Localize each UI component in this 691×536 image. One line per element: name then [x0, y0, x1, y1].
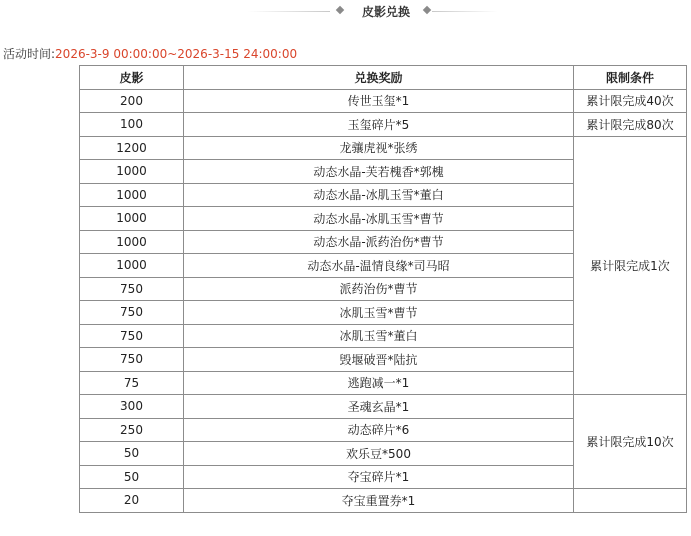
- cost-cell: 75: [80, 371, 184, 395]
- table-row: [80, 113, 687, 137]
- activity-time-value: 2026-3-9 00:00:00~2026-3-15 24:00:00: [55, 47, 298, 61]
- table-row: [80, 489, 687, 513]
- cost-cell: 750: [80, 324, 184, 348]
- reward-cell: 动态水晶-冰肌玉雪*曹节: [184, 207, 574, 231]
- header-cost: 皮影: [80, 66, 184, 90]
- reward-cell: 圣魂玄晶*1: [184, 395, 574, 419]
- header-divider-left: [248, 11, 330, 12]
- limit-cell: 累计限完成10次: [574, 395, 687, 489]
- exchange-table: [79, 65, 687, 513]
- cost-cell: 1000: [80, 207, 184, 231]
- reward-cell: 传世玉玺*1: [184, 89, 574, 113]
- cost-cell: 1200: [80, 136, 184, 160]
- reward-cell: 动态水晶-冰肌玉雪*董白: [184, 183, 574, 207]
- reward-cell: 动态水晶-芙若槐香*郭槐: [184, 160, 574, 184]
- cost-cell: 20: [80, 489, 184, 513]
- diamond-left-icon: [336, 6, 344, 14]
- reward-cell: 欢乐豆*500: [184, 442, 574, 466]
- section-title: 皮影兑换: [361, 5, 410, 19]
- reward-cell: 动态水晶-温情良缘*司马昭: [184, 254, 574, 278]
- cost-cell: 300: [80, 395, 184, 419]
- cost-cell: 1000: [80, 183, 184, 207]
- table-row: [80, 136, 687, 160]
- cost-cell: 100: [80, 113, 184, 137]
- table-body: [80, 89, 687, 512]
- cost-cell: 50: [80, 442, 184, 466]
- cost-cell: 1000: [80, 254, 184, 278]
- activity-time-label: 活动时间:: [3, 47, 56, 61]
- reward-cell: 冰肌玉雪*董白: [184, 324, 574, 348]
- reward-cell: 逃跑减一*1: [184, 371, 574, 395]
- cost-cell: 750: [80, 277, 184, 301]
- table-row: [80, 89, 687, 113]
- reward-cell: 毁堰破晋*陆抗: [184, 348, 574, 372]
- reward-cell: 派药治伤*曹节: [184, 277, 574, 301]
- cost-cell: 1000: [80, 160, 184, 184]
- limit-cell: [574, 489, 687, 513]
- header-divider-right: [432, 11, 498, 12]
- activity-time: [3, 45, 297, 62]
- cost-cell: 250: [80, 418, 184, 442]
- reward-cell: 冰肌玉雪*曹节: [184, 301, 574, 325]
- header-limit: 限制条件: [574, 66, 687, 90]
- reward-cell: 夺宝碎片*1: [184, 465, 574, 489]
- table-header-row: [80, 66, 687, 90]
- table-row: [80, 395, 687, 419]
- reward-cell: 玉玺碎片*5: [184, 113, 574, 137]
- diamond-right-icon: [423, 6, 431, 14]
- limit-cell: 累计限完成40次: [574, 89, 687, 113]
- reward-cell: 夺宝重置券*1: [184, 489, 574, 513]
- cost-cell: 750: [80, 348, 184, 372]
- limit-cell: 累计限完成80次: [574, 113, 687, 137]
- cost-cell: 750: [80, 301, 184, 325]
- reward-cell: 动态水晶-派药治伤*曹节: [184, 230, 574, 254]
- reward-cell: 龙骧虎视*张绣: [184, 136, 574, 160]
- cost-cell: 1000: [80, 230, 184, 254]
- section-header: [0, 0, 691, 24]
- header-reward: 兑换奖励: [184, 66, 574, 90]
- reward-cell: 动态碎片*6: [184, 418, 574, 442]
- limit-cell: 累计限完成1次: [574, 136, 687, 395]
- cost-cell: 200: [80, 89, 184, 113]
- cost-cell: 50: [80, 465, 184, 489]
